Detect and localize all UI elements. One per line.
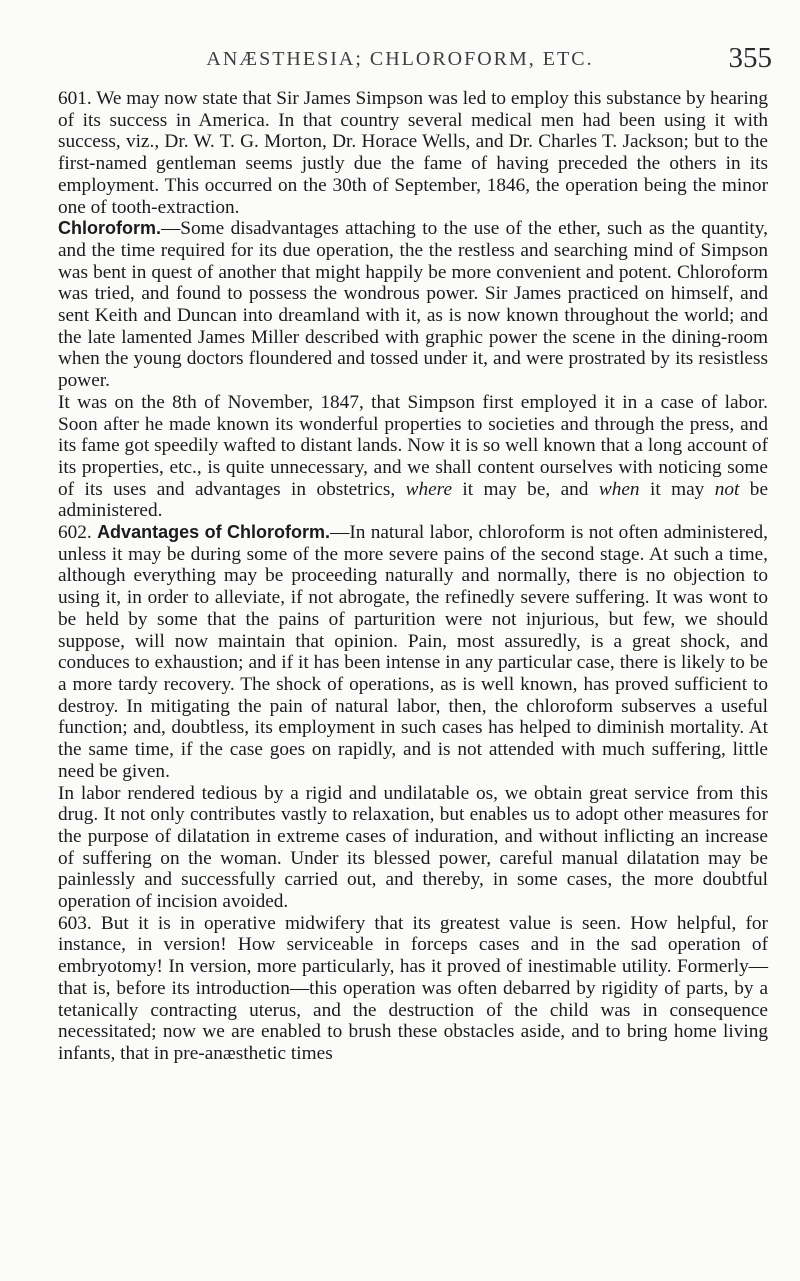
paragraph-text: —In natural labor, chloroform is not often administered, unless it may be during some of the more severe pains of the second stage. At such a time, although everything may be proceeding naturally and normally, there is no objection to using it, in order to alleviate, if not abrogate, the refinedly severe suffering. It was wont to be held by some that the pains of parturition were not injurious, but few, we should suppose, will now maintain that opinion. Pain, most assuredly, is a great shock, and conduces to exhaustion; and if it has been intense in any particular case, there is likely to be a more tardy recovery. The shock of operations, as is well known, has proved sufficient to destroy. In mitigating the pain of natural labor, then, the chloroform subserves a useful function; and, doubtless, its employment in such cases has helped to diminish mortality. At the same time, if the case goes on rapidly, and is not attended with much suffering, little need be given.	[58, 522, 769, 782]
italic-word: not	[714, 478, 740, 500]
paragraph-text: be administered.	[58, 478, 769, 522]
running-head	[0, 22, 800, 72]
paragraph-number: 602.	[58, 522, 92, 544]
paragraph-text: It was on the 8th of November, 1847, that Simpson first employed it in a case of labor. Soon after he made known its wonderful properties to societies and through the press, and its fame got speedily wafted to distant lands. Now it is so well known that a long account of its properties, etc., is quite unnecessary, and we shall content ourselves with noticing some of its uses and advantages in obstetrics,	[58, 391, 768, 500]
paragraph-text: In labor rendered tedious by a rigid and undilatable os, we obtain great service from this drug. It not only contributes vastly to relaxation, but enables us to adopt other measures for the purpose of dilatation in extreme cases of induration, and without inflicting an increase of suffering on the woman. Under its blessed power, careful manual dilatation may be painlessly and successfully carried out, and thereby, in some cases, the more doubtful operation of incision avoided.	[58, 782, 768, 913]
section-heading: Chloroform.	[58, 218, 161, 239]
section-heading: Advantages of Chloroform.	[97, 522, 331, 543]
paragraph-number: 601.	[58, 88, 92, 109]
paragraph-601	[58, 88, 768, 218]
paragraph-number: 603.	[58, 912, 92, 934]
paragraph-603	[58, 913, 768, 1065]
paragraph-text: We may now state that Sir James Simpson was led to employ this substance by hearing of its success in America. In that country several medical men had been using it with success, viz., Dr. W. T. G. Morton, Dr. Horace Wells, and Dr. Charles T. Jackson; but to the first-named gentleman seems justly due the fame of having preceded the others in its employment. This occurred on the 30th of September, 1846, the operation being the minor one of tooth-extraction.	[58, 88, 768, 218]
paragraph-text: it may be, and	[452, 478, 599, 500]
paragraph-text: But it is in operative midwifery that its greatest value is seen. How helpful, for instance, in version! How serviceable in forceps cases and in the sad operation of embryotomy! In version, more particularly, has it proved of inestimable utility. Formerly—that is, before its introduction—this operation was often debarred by rigidity of parts, by a tetanically contracting uterus, and the destruction of the child was in consequence necessitated; now we are enabled to brush these obstacles aside, and to bring home living infants, that in pre-anæsthetic times	[58, 912, 768, 1064]
paragraph-text: it may	[639, 478, 715, 500]
italic-word: where	[405, 478, 453, 500]
italic-word: when	[598, 478, 640, 500]
paragraph-chloroform	[58, 218, 768, 392]
running-title: ANÆSTHESIA; CHLOROFORM, ETC.	[206, 48, 594, 70]
paragraph-602	[58, 522, 768, 782]
paragraph-first-employment	[58, 392, 768, 522]
body-text	[58, 88, 768, 1065]
paragraph-rigid-os	[58, 783, 768, 913]
page-number: 355	[728, 42, 772, 74]
paragraph-text: —Some disadvantages attaching to the use of the ether, such as the quantity, and the time required for its due operation, the the restless and searching mind of Simpson was bent in quest of another that might happily be more convenient and potent. Chloroform was tried, and found to possess the wondrous power. Sir James practiced on himself, and sent Keith and Duncan into dreamland with it, as is now known throughout the world; and the late lamented James Miller described with graphic power the scene in the dining-room when the young doctors floundered and tossed under it, and were prostrated by its resistless power.	[58, 218, 768, 392]
